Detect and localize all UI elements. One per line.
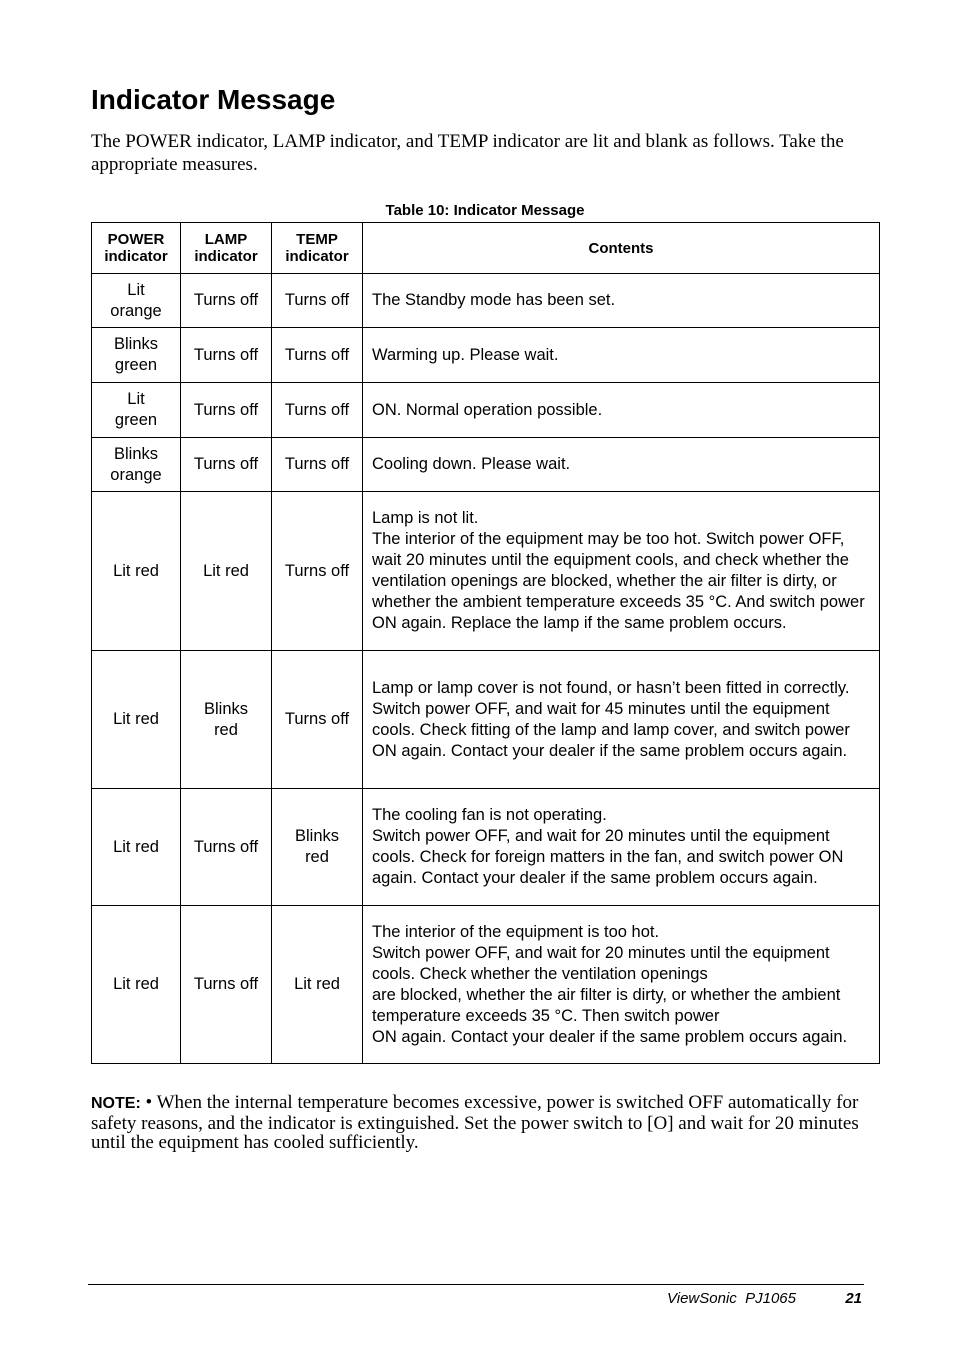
temp-cell: Lit red bbox=[272, 906, 363, 1064]
temp-cell: Turns off bbox=[272, 651, 363, 789]
header-temp: TEMP indicator bbox=[272, 223, 363, 274]
power-cell: Lit red bbox=[92, 651, 181, 789]
table-header-row bbox=[92, 223, 880, 274]
contents-cell: Cooling down. Please wait. bbox=[363, 438, 880, 492]
table-row bbox=[92, 274, 880, 328]
note-paragraph bbox=[91, 1093, 881, 1153]
contents-cell: Warming up. Please wait. bbox=[363, 328, 880, 383]
temp-cell: Turns off bbox=[272, 492, 363, 651]
table-row bbox=[92, 651, 880, 789]
contents-cell: Lamp or lamp cover is not found, or hasn’t been fitted in correctly. Switch power OFF, and wait for 45 minutes until the equipment cools. Check fitting of the lamp and lamp cover, and switch power ON again. Contact your dealer if the same problem occurs again. bbox=[363, 651, 880, 789]
temp-cell: Turns off bbox=[272, 438, 363, 492]
contents-cell: Lamp is not lit. The interior of the equipment may be too hot. Switch power OFF, wait 20 minutes until the equipment cools, and check whether the ventilation openings are blocked, whether the air filter is dirty, or whether the ambient temperature exceeds 35 °C. And switch power ON again. Replace the lamp if the same problem occurs. bbox=[363, 492, 880, 651]
temp-cell: Turns off bbox=[272, 383, 363, 438]
lamp-cell: Turns off bbox=[181, 906, 272, 1064]
header-contents: Contents bbox=[363, 223, 880, 274]
note-label: NOTE: bbox=[91, 1095, 141, 1112]
contents-cell: The interior of the equipment is too hot. Switch power OFF, and wait for 20 minutes until the equipment cools. Check whether the ventilation openings are blocked, whether the air filter is dirty, or whether the ambient temperature exceeds 35 °C. Then switch power ON again. Contact your dealer if the same problem occurs again. bbox=[363, 906, 880, 1064]
footer-rule bbox=[88, 1284, 864, 1285]
indicator-table bbox=[91, 222, 880, 1064]
header-power: POWER indicator bbox=[92, 223, 181, 274]
lamp-cell: Turns off bbox=[181, 328, 272, 383]
table-row bbox=[92, 383, 880, 438]
lamp-cell: Turns off bbox=[181, 383, 272, 438]
note-text: • When the internal temperature becomes excessive, power is switched OFF automatically for safety reasons, and the indicator is extinguished. Set the power switch to [O] and wait for 20 minutes until the equipment has cooled sufficiently. bbox=[91, 1092, 859, 1153]
page-number: 21 bbox=[845, 1290, 862, 1307]
table-row bbox=[92, 789, 880, 906]
lamp-cell: Turns off bbox=[181, 274, 272, 328]
table-caption: Table 10: Indicator Message bbox=[385, 202, 585, 219]
page-title: Indicator Message bbox=[91, 84, 336, 115]
intro-paragraph: The POWER indicator, LAMP indicator, and TEMP indicator are lit and blank as follows. Take the appropriate measures. bbox=[91, 131, 844, 175]
footer-brand: ViewSonic PJ1065 bbox=[667, 1290, 796, 1307]
contents-cell: ON. Normal operation possible. bbox=[363, 383, 880, 438]
power-cell: Blinks orange bbox=[92, 438, 181, 492]
header-lamp: LAMP indicator bbox=[181, 223, 272, 274]
power-cell: Lit red bbox=[92, 789, 181, 906]
lamp-cell: Lit red bbox=[181, 492, 272, 651]
temp-cell: Turns off bbox=[272, 274, 363, 328]
table-row bbox=[92, 328, 880, 383]
temp-cell: Blinks red bbox=[272, 789, 363, 906]
lamp-cell: Blinks red bbox=[181, 651, 272, 789]
table-row bbox=[92, 438, 880, 492]
contents-cell: The cooling fan is not operating. Switch power OFF, and wait for 20 minutes until the equipment cools. Check for foreign matters in the fan, and switch power ON again. Contact your dealer if the same problem occurs again. bbox=[363, 789, 880, 906]
table-row bbox=[92, 906, 880, 1064]
temp-cell: Turns off bbox=[272, 328, 363, 383]
power-cell: Lit orange bbox=[92, 274, 181, 328]
power-cell: Blinks green bbox=[92, 328, 181, 383]
lamp-cell: Turns off bbox=[181, 438, 272, 492]
power-cell: Lit green bbox=[92, 383, 181, 438]
power-cell: Lit red bbox=[92, 492, 181, 651]
table-row bbox=[92, 492, 880, 651]
contents-cell: The Standby mode has been set. bbox=[363, 274, 880, 328]
power-cell: Lit red bbox=[92, 906, 181, 1064]
lamp-cell: Turns off bbox=[181, 789, 272, 906]
